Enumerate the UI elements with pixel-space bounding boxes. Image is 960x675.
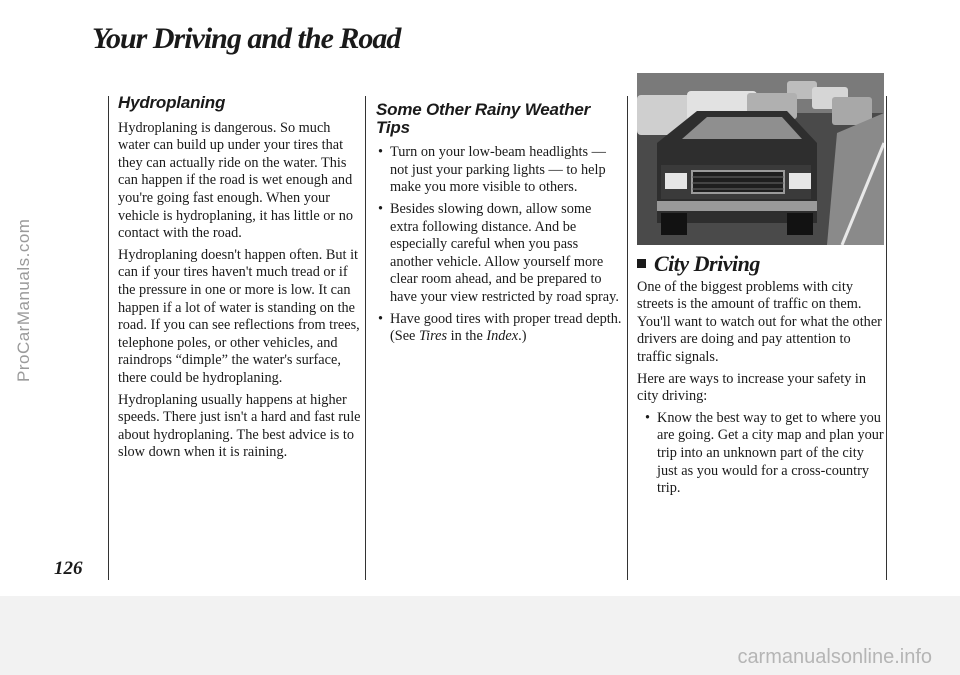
rainy-tips-section <box>376 101 622 350</box>
column-divider-1 <box>365 96 366 580</box>
footer-watermark: carmanualsonline.info <box>737 646 932 668</box>
left-margin-rule <box>108 96 109 580</box>
section-square-icon <box>637 259 646 268</box>
page-title: Your Driving and the Road <box>92 22 401 55</box>
city-driving-list <box>643 410 885 498</box>
list-item <box>643 410 885 498</box>
hydroplaning-heading: Hydroplaning <box>118 93 226 112</box>
tires-reference: Tires <box>418 328 448 345</box>
page-number: 126 <box>54 558 83 579</box>
side-watermark: ProCarManuals.com <box>14 218 33 382</box>
city-driving-section <box>637 251 885 502</box>
list-item <box>376 311 622 346</box>
right-margin-rule <box>886 96 887 580</box>
list-item <box>376 201 622 307</box>
hydroplaning-section <box>118 94 362 466</box>
bullet-icon: • <box>378 144 384 161</box>
city-driving-heading <box>637 251 885 276</box>
rainy-tips-heading: Some Other Rainy Weather Tips <box>376 100 591 137</box>
list-item-text: Turn on your low-beam headlights — not just your parking lights — to help make you more visible to others. <box>390 144 606 196</box>
city-driving-paragraph: One of the biggest problems with city streets is the amount of traffic on them. You'll want to watch out for what the other drivers are doing and pay attention to traffic signals. <box>637 278 882 365</box>
list-item-text-prefix: Have good tires with proper tread depth. (See <box>390 310 622 345</box>
index-reference: Index <box>486 328 519 345</box>
list-item-text: Know the best way to get to where you are going. Get a city map and plan your trip into an unknown part of the city just as you would for a cross-country trip. <box>657 409 884 497</box>
list-item-text-middle: in the <box>447 328 487 345</box>
bullet-icon: • <box>645 409 651 426</box>
city-traffic-photo <box>637 73 884 245</box>
hydroplaning-paragraph: Hydroplaning doesn't happen often. But it can if your tires haven't much tread or if the pressure in one or more is low. It can happen if a lot of water is standing on the road. If you can see reflections from trees, telephone poles, or other vehicles, and raindrops “dimple” the water's surface, there could be hydroplaning. <box>118 246 360 386</box>
column-divider-2 <box>627 96 628 580</box>
list-item <box>376 144 622 197</box>
hydroplaning-paragraph: Hydroplaning usually happens at higher speeds. There just isn't a hard and fast rule about hydroplaning. The best advice is to slow down when it is raining. <box>118 391 361 461</box>
list-item-text-suffix: .) <box>518 328 527 345</box>
rainy-tips-list <box>376 144 622 346</box>
hydroplaning-paragraph: Hydroplaning is dangerous. So much water can build up under your tires that they can actually ride on the water. This can happen if the road is wet enough and you're going fast enough. When your vehicle is hydroplaning, it has little or no contact with the road. <box>118 119 354 242</box>
list-item-text: Besides slowing down, allow some extra following distance. And be especially careful when you pass another vehicle. Allow yourself more clear room ahead, and be prepared to have your view restricted by road spray. <box>390 200 619 305</box>
city-driving-paragraph: Here are ways to increase your safety in city driving: <box>637 370 867 405</box>
bullet-icon: • <box>378 200 384 217</box>
city-driving-heading-text: City Driving <box>654 251 760 276</box>
bullet-icon: • <box>378 310 384 327</box>
